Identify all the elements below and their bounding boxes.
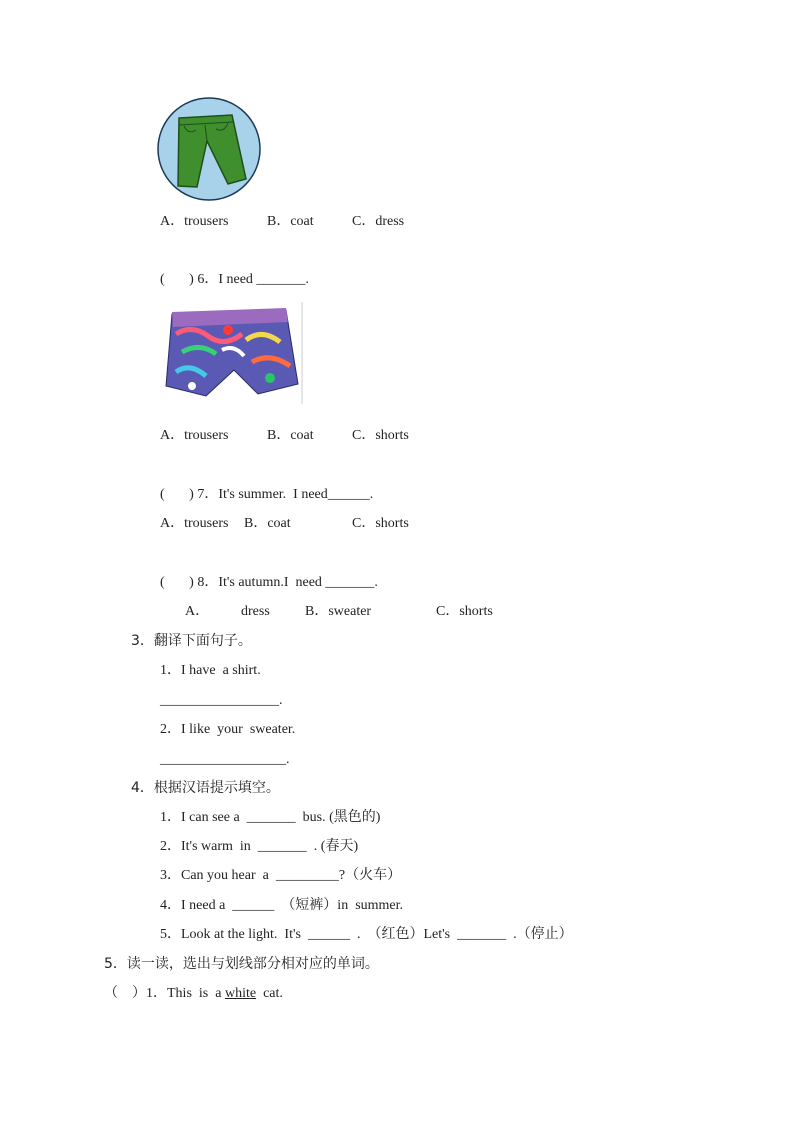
q7-stem: ( ) 7．It's summer. I need______. <box>160 487 374 502</box>
shorts-picture <box>162 300 304 406</box>
section4-item-3: 3．Can you hear a _________?（火车） <box>160 868 402 883</box>
q8-option-c: C．shorts <box>436 604 493 619</box>
q7-option-a: A．trousers <box>160 516 229 531</box>
section3-item-2: 2．I like your sweater. <box>160 722 296 737</box>
section3-item-2-blank: __________________. <box>160 752 290 767</box>
q5-option-a: A．trousers <box>160 214 229 229</box>
q8-option-b: B．sweater <box>305 604 372 619</box>
section4-item-2: 2．It's warm in _______ . (春天) <box>160 839 359 854</box>
q5-option-c: C．dress <box>352 214 405 229</box>
section3-title: 3．翻译下面句子。 <box>131 633 252 649</box>
q6-stem: ( ) 6．I need _______. <box>160 272 309 287</box>
section3-item-1: 1．I have a shirt. <box>160 663 261 678</box>
q8-option-a: A． <box>185 604 210 619</box>
section5-item-1-prefix: （ ）1．This is a <box>104 986 225 1001</box>
q6-option-a: A．trousers <box>160 428 229 443</box>
underlined-word: white <box>224 986 257 1001</box>
q8-option-a-word: dress <box>241 604 270 619</box>
q5-option-b: B．coat <box>267 214 314 229</box>
section5-item-1-suffix: cat. <box>256 986 283 1001</box>
section4-item-4: 4．I need a ______ （短裤）in summer. <box>160 898 404 913</box>
section3-item-1-blank: _________________. <box>160 693 283 708</box>
q6-option-b: B．coat <box>267 428 314 443</box>
section4-item-1: 1．I can see a _______ bus. (黑色的) <box>160 810 381 825</box>
section4-title: 4．根据汉语提示填空。 <box>131 780 280 796</box>
q7-option-c: C．shorts <box>352 516 409 531</box>
trousers-picture <box>156 97 262 201</box>
section5-title: 5．读一读，选出与划线部分相对应的单词。 <box>104 956 379 972</box>
q6-option-c: C．shorts <box>352 428 409 443</box>
q8-stem: ( ) 8．It's autumn.I need _______. <box>160 575 378 590</box>
section4-item-5: 5．Look at the light. It's ______ . （红色）Let's _______ .（停止） <box>160 927 573 942</box>
section5-item-1 <box>104 985 283 1003</box>
q7-option-b: B．coat <box>244 516 291 531</box>
